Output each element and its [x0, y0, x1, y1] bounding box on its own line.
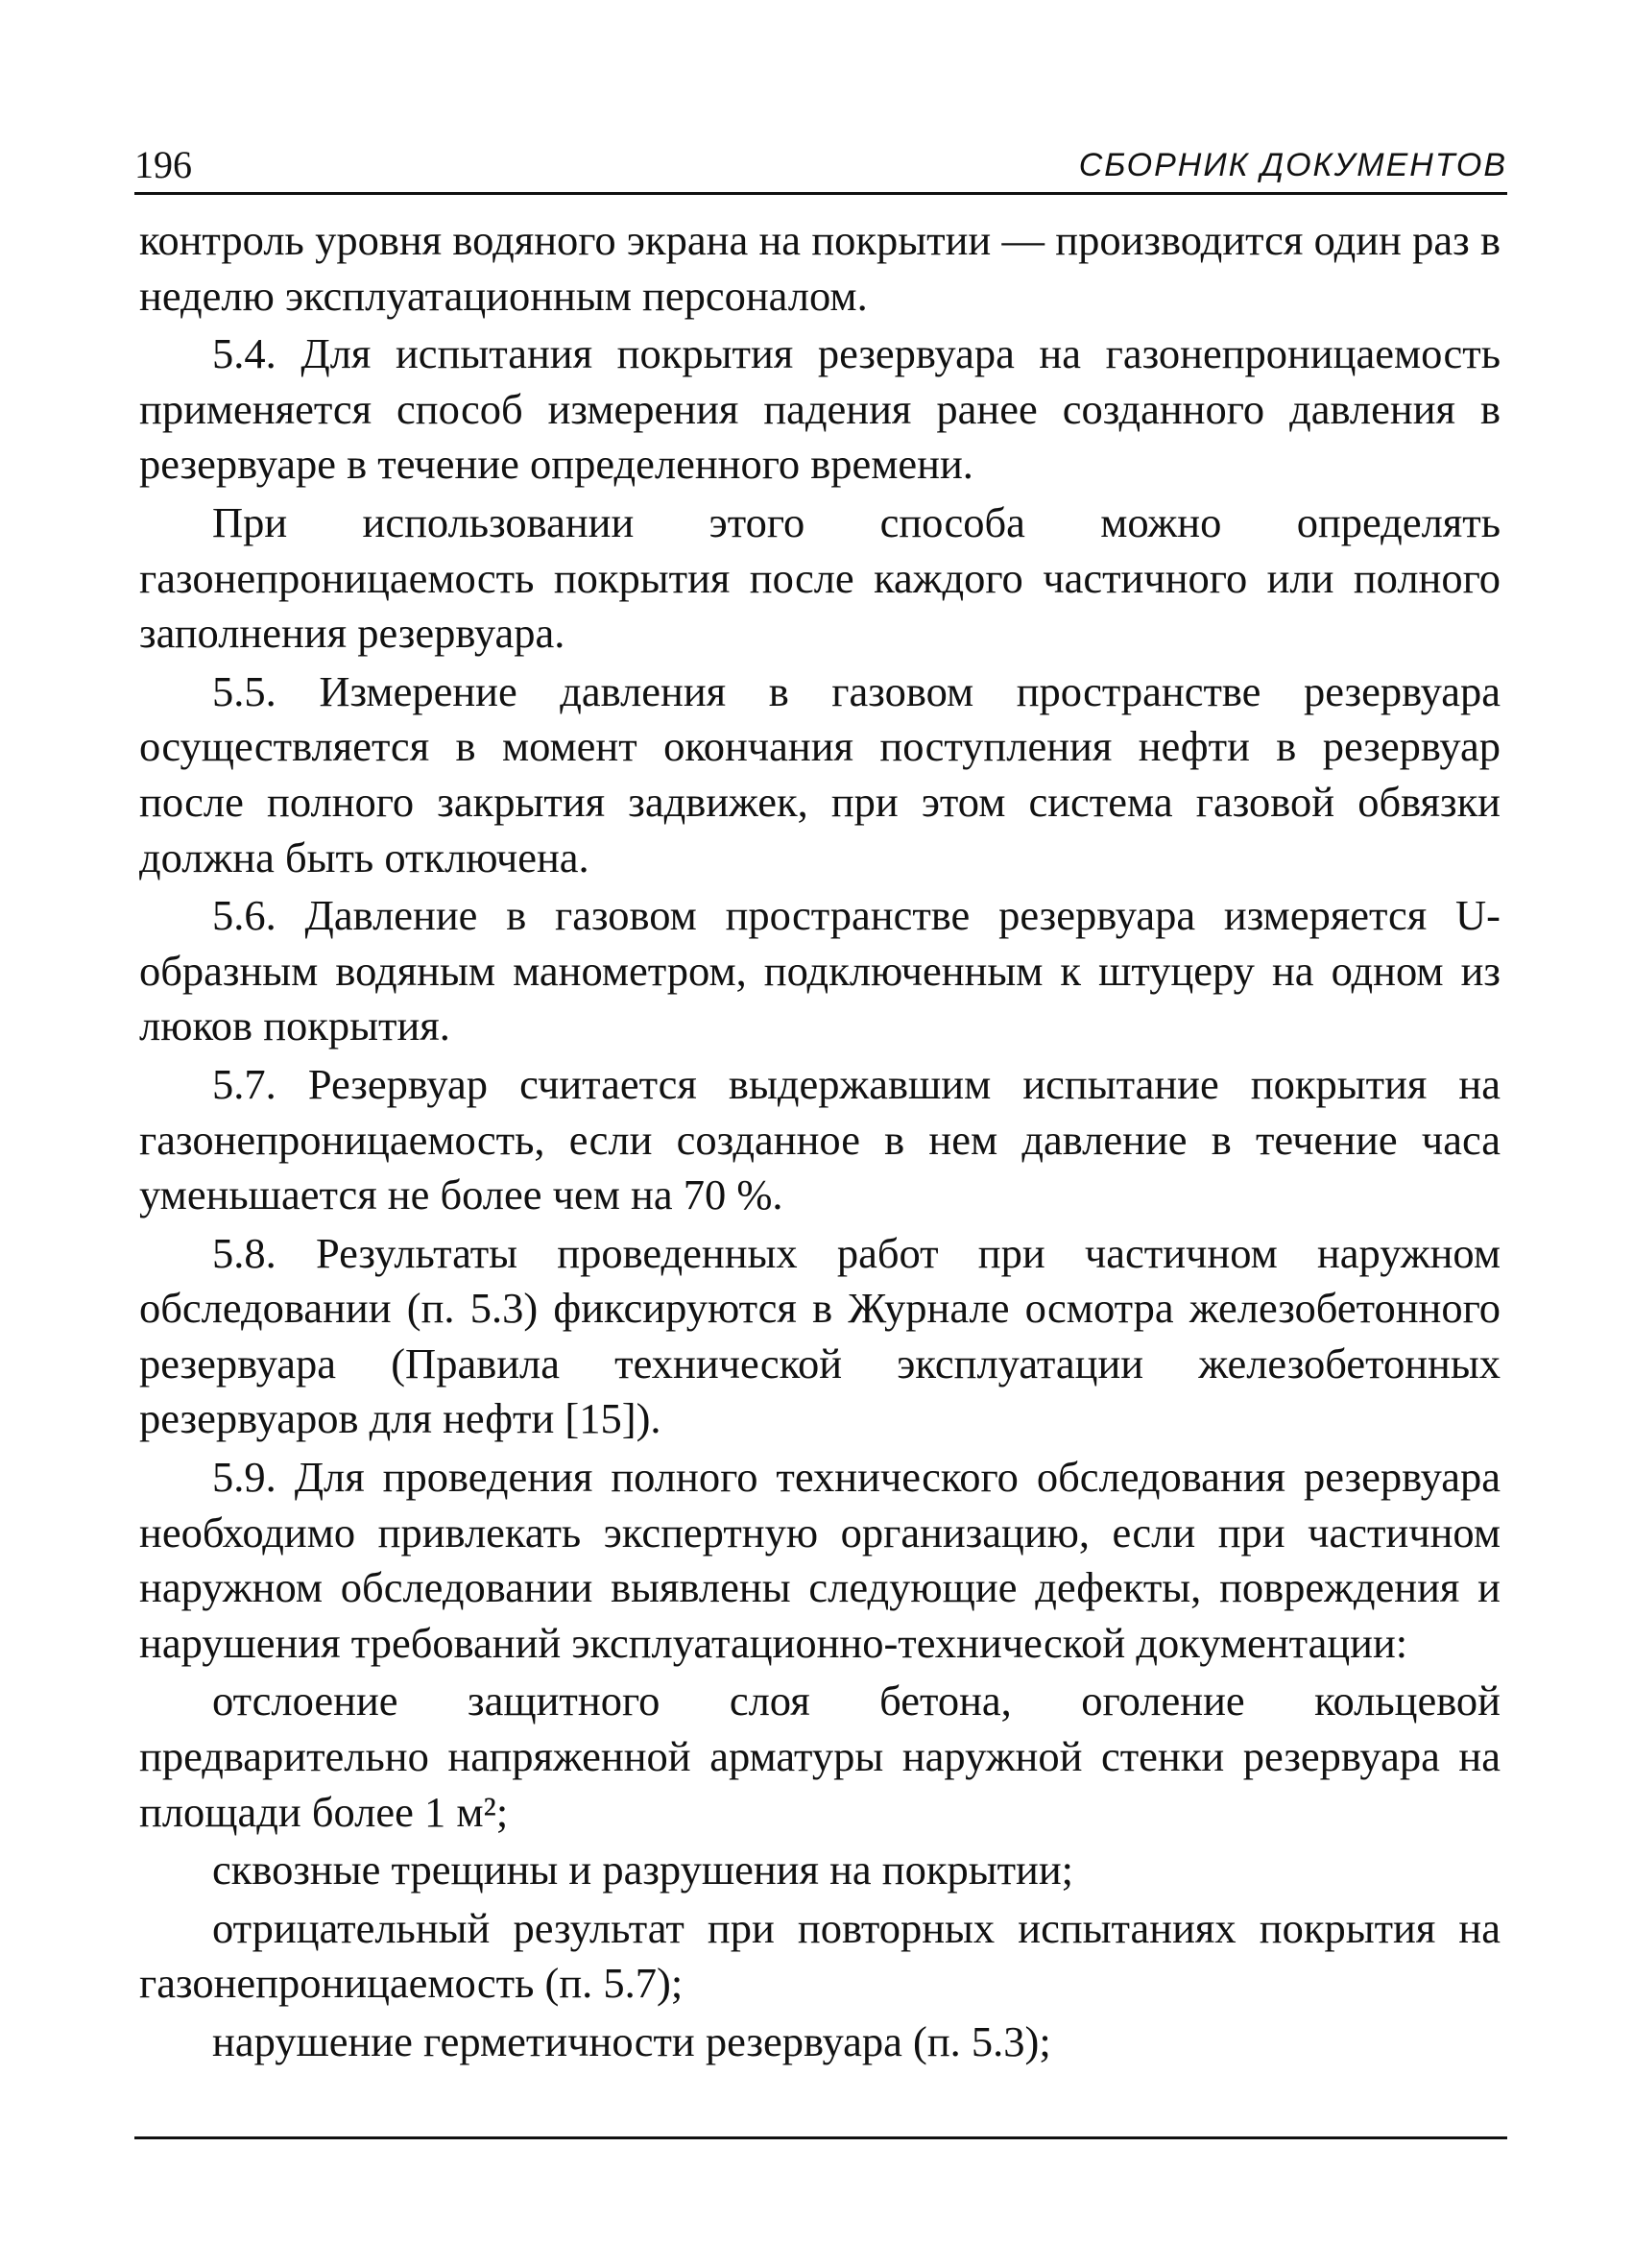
paragraph: При использовании этого способа можно определять газонепроницаемость покрытия после каждого частичного или полного заполнения резервуара.	[139, 497, 1501, 658]
paragraph: 5.5. Измерение давления в газовом пространстве резервуара осуществляется в момент окончания поступления нефти в резервуар после полного закрытия задвижек, при этом система газовой обвязки должна быть отключена.	[139, 666, 1501, 881]
paragraph: 5.8. Результаты проведенных работ при частичном наружном обследовании (п. 5.3) фиксируются в Журнале осмотра железобетонного резервуара (Правила технической эксплуатации железобетонных резервуаров для нефти [15]).	[139, 1228, 1501, 1443]
paragraph: контроль уровня водяного экрана на покрытии — производится один раз в неделю эксплуатационным персоналом.	[139, 216, 1501, 320]
paragraph: 5.6. Давление в газовом пространстве резервуара измеряется U-образным водяным манометром, подключенным к штуцеру на одном из люков покрытия.	[139, 891, 1501, 1050]
running-title: СБОРНИК ДОКУМЕНТОВ	[1078, 147, 1507, 183]
page-header	[134, 142, 1507, 192]
list-item: нарушение герметичности резервуара (п. 5.3);	[212, 2017, 1051, 2065]
page-number: 196	[134, 143, 192, 186]
list-item: отрицательный результат при повторных испытаниях покрытия на газонепроницаемость (п. 5.7);	[139, 1903, 1501, 2008]
body-text	[139, 213, 1501, 2073]
list-item: сквозные трещины и разрушения на покрытии;	[212, 1846, 1074, 1894]
footer-divider	[134, 2136, 1507, 2139]
paragraph: 5.9. Для проведения полного технического обследования резервуара необходимо привлекать экспертную организацию, если при частичном наружном обследовании выявлены следующие дефекты, повреждения и нарушения требований эксплуатационно-технической документации:	[139, 1453, 1501, 1667]
header-divider	[134, 192, 1507, 195]
paragraph: 5.4. Для испытания покрытия резервуара на газонепроницаемость применяется способ измерения падения ранее созданного давления в резервуаре в течение определенного времени.	[139, 329, 1501, 489]
paragraph: 5.7. Резервуар считается выдержавшим испытание покрытия на газонепроницаемость, если созданное в нем давление в течение часа уменьшается не более чем на 70 %.	[139, 1059, 1501, 1219]
list-item: отслоение защитного слоя бетона, оголение кольцевой предварительно напряженной арматуры наружной стенки резервуара на площади более 1 м²;	[139, 1677, 1501, 1836]
